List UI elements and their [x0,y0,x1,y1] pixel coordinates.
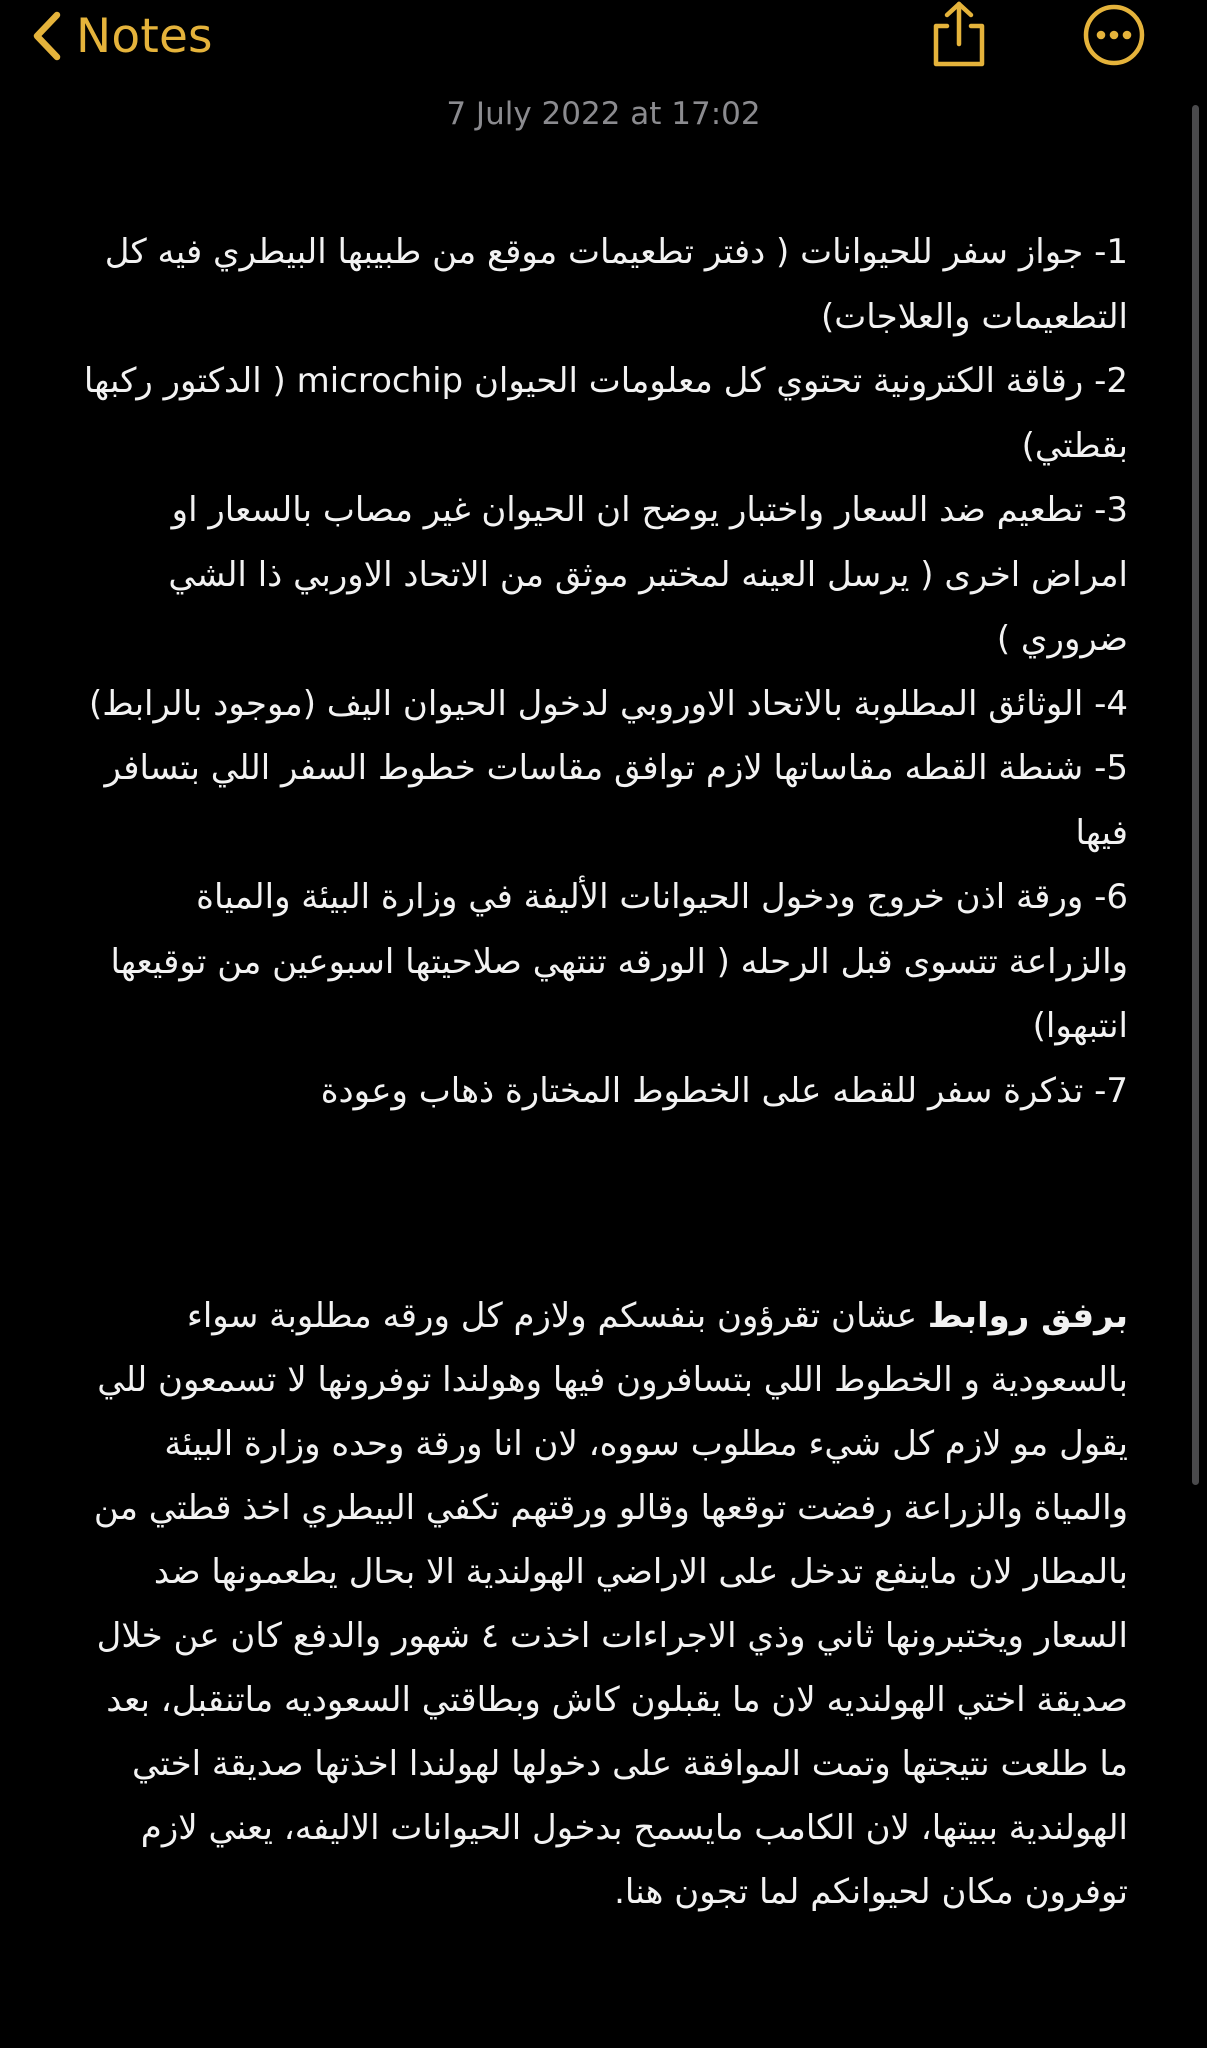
list-item: 2- رقاقة الكترونية تحتوي كل معلومات الحيوان microchip ( الدكتور ركبها بقطتي) [83,361,1128,466]
share-button[interactable] [928,0,990,74]
list-item: 5- شنطة القطه مقاساتها لازم توافق مقاسات خطوط السفر اللي بتسافر فيها [104,748,1128,853]
ellipsis-circle-icon [1082,52,1146,71]
list-item: 6- ورقة اذن خروج ودخول الحيوانات الأليفة في وزارة البيئة والمياة والزراعة تتسوى قبل الرحله ( الورقه تنتهي صلاحيتها اسبوعين من توقيعها انتبهوا) [110,877,1128,1046]
more-button[interactable] [1082,3,1146,71]
blank-lines [70,1123,1128,1284]
share-icon [928,55,990,74]
list-item: 4- الوثائق المطلوبة بالاتحاد الاوروبي لدخول الحيوان اليف (موجود بالرابط) [89,683,1128,724]
list-item: 3- تطعيم ضد السعار واختبار يوضح ان الحيوان غير مصاب بالسعار او امراض اخرى ( يرسل العينه لمختبر موثق من الاتحاد الاوربي ذا الشي ضروري ) [168,490,1128,659]
paragraph-bold-text: برفق روابط [927,1296,1128,1336]
scrollbar[interactable] [1192,105,1199,1485]
back-button[interactable] [30,4,213,68]
navigation-bar [0,0,1207,80]
list-item: 7- تذكرة سفر للقطه على الخطوط المختارة ذهاب وعودة [320,1070,1128,1111]
back-button-label: Notes [76,8,213,64]
list-item: 1- جواز سفر للحيوانات ( دفتر تطعيمات موقع من طبيبها البيطري فيه كل التطعيمات والعلاجات) [104,232,1128,337]
note-body[interactable] [70,220,1128,1924]
note-timestamp: 7 July 2022 at 17:02 [446,96,761,132]
note-paragraph [70,1284,1128,1924]
paragraph-text: عشان تقرؤون بنفسكم ولازم كل ورقه مطلوبة سواء بالسعودية و الخطوط اللي بتسافرون فيها وهولندا توفرونها لا تسمعون للي يقول مو لازم كل شيء مطلوب سووه، لان انا ورقة وحده وزارة البيئة والمياة والزراعة رفضت توقعها وقالو ورقتهم تكفي البيطري اخذ قطتي من بالمطار لان ماينفع تدخل على الاراضي الهولندية الا بحال يطعمونها ضد السعار ويختبرونها ثاني وذي الاجراءات اخذت ٤ شهور والدفع كان عن خلال صديقة اختي الهولنديه لان ما يقبلون كاش وبطاقتي السعوديه ماتنقبل، بعد ما طلعت نتيجتها وتمت الموافقة على دخولها لهولندا اخذتها صديقة اختي الهولندية ببيتها، لان الكامب مايسمح بدخول الحيوانات الاليفه، يعني لازم توفرون مكان لحيوانكم لما تجون هنا. [93,1296,1128,1912]
chevron-left-icon [30,10,64,62]
